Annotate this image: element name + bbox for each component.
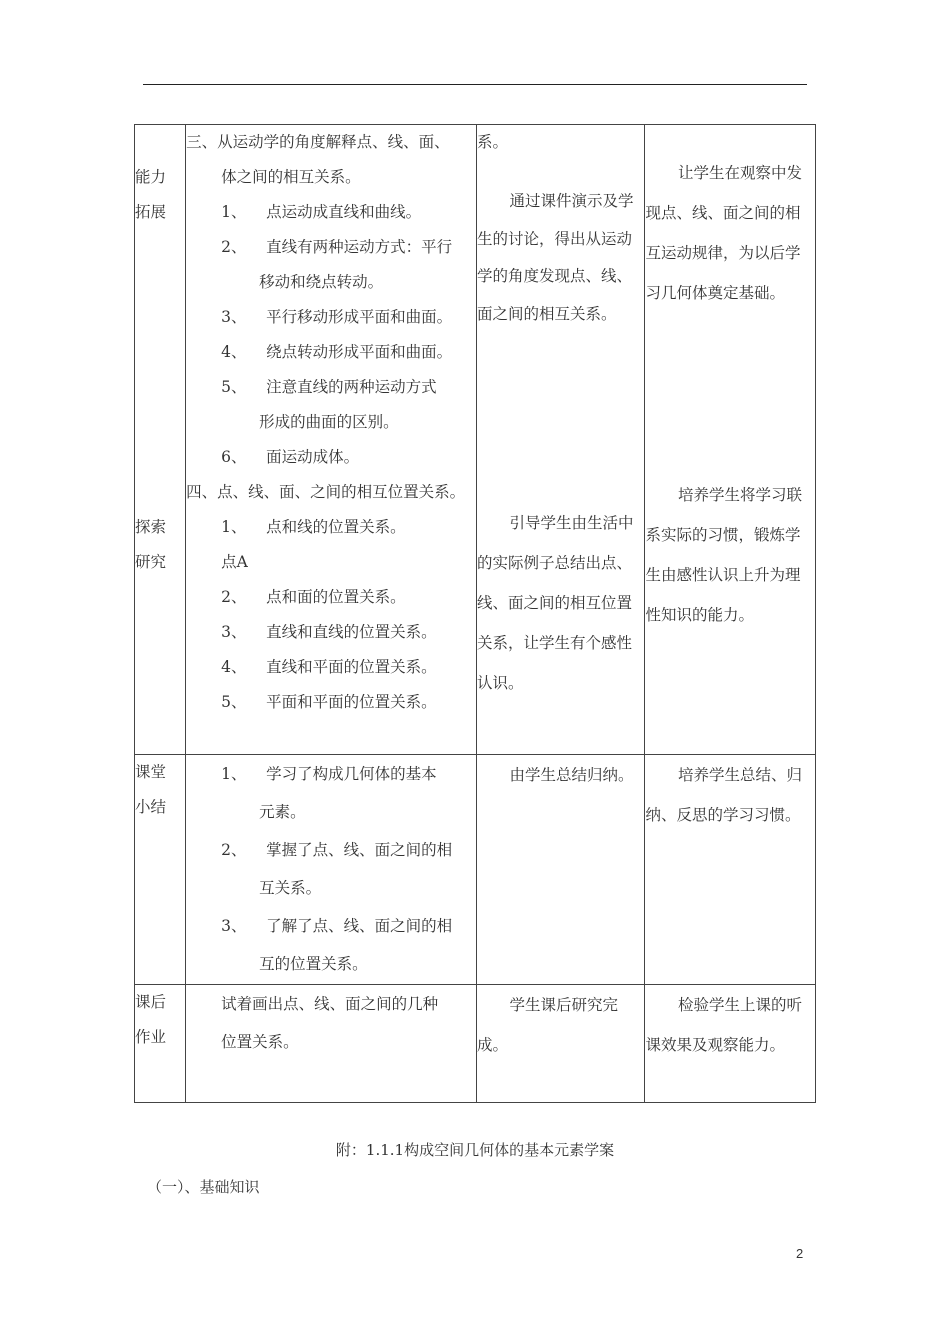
item-number: 5、 xyxy=(221,693,247,711)
header-rule xyxy=(143,84,807,85)
content-line: 1、 点和线的位置关系。 xyxy=(186,510,476,545)
student-activity-text: 由学生总结归纳。 xyxy=(509,766,634,784)
content-line: 4、 直线和平面的位置关系。 xyxy=(186,650,476,685)
content-line: 5、 注意直线的两种运动方式 xyxy=(186,370,476,405)
student-activity-text: 引导学生由生活中的实际例子总结出点、线、面之间的相互位置关系，让学生有个感性认识。 xyxy=(476,514,634,692)
design-intent-text: 培养学生总结、归纳、反思的学习习惯。 xyxy=(645,766,803,824)
content-line: 试着画出点、线、面之间的几种 xyxy=(221,995,439,1013)
item-number: 2、 xyxy=(221,841,247,859)
item-number: 2、 xyxy=(221,588,247,606)
design-intent-cell-summary xyxy=(645,755,816,985)
student-activity-cell-summary xyxy=(476,755,644,985)
content-line: 1、 点运动成直线和曲线。 xyxy=(186,195,476,230)
item-number: 3、 xyxy=(221,917,247,935)
stage-label: 课堂 xyxy=(135,763,167,781)
content-line: 3、 直线和直线的位置关系。 xyxy=(186,615,476,650)
item-number: 1、 xyxy=(221,765,247,783)
content-line: 2、 点和面的位置关系。 xyxy=(186,580,476,615)
student-activity-cell-homework xyxy=(476,985,644,1103)
content-cell-homework xyxy=(186,985,477,1103)
stage-cell-explore xyxy=(135,125,186,755)
design-intent-text: 培养学生将学习联系实际的习惯，锻炼学生由感性认识上升为理性知识的能力。 xyxy=(645,486,803,624)
content-line: 3、 了解了点、线、面之间的相 xyxy=(186,907,476,945)
stage-cell-homework xyxy=(135,985,186,1103)
item-number: 3、 xyxy=(221,308,247,326)
table-row-summary xyxy=(135,755,816,985)
content-cell-explore xyxy=(186,125,477,755)
content-line: 4、 绕点转动形成平面和曲面。 xyxy=(186,335,476,370)
student-activity-cell-explore xyxy=(476,125,644,755)
section-subheading: （一）、基础知识 xyxy=(147,1178,260,1196)
content-line: 6、 面运动成体。 xyxy=(186,440,476,475)
design-intent-cell-homework xyxy=(645,985,816,1103)
item-number: 2、 xyxy=(221,238,247,256)
item-number: 5、 xyxy=(221,378,247,396)
content-line: 四、点、线、面、之间的相互位置关系。 xyxy=(186,483,466,501)
item-number: 4、 xyxy=(221,343,247,361)
table-row-homework xyxy=(135,985,816,1103)
stage-label: 能力 xyxy=(135,168,167,186)
student-activity-text: 学生课后研究完成。 xyxy=(476,996,619,1054)
stage-label: 探索 xyxy=(135,518,167,536)
content-line: 3、 平行移动形成平面和曲面。 xyxy=(186,300,476,335)
stage-cell-summary xyxy=(135,755,186,985)
content-cell-summary xyxy=(186,755,477,985)
content-line: 1、 学习了构成几何体的基本 xyxy=(186,755,476,793)
item-number: 6、 xyxy=(221,448,247,466)
stage-label: 课后 xyxy=(135,993,167,1011)
design-intent-text: 检验学生上课的听课效果及观察能力。 xyxy=(645,996,803,1054)
lesson-plan-table xyxy=(134,124,816,1103)
content-line: 移动和绕点转动。 xyxy=(259,273,384,291)
stage-label: 小结 xyxy=(135,798,167,816)
page-number: 2 xyxy=(796,1246,804,1261)
content-line: 互关系。 xyxy=(259,879,322,897)
content-line: 元素。 xyxy=(259,803,306,821)
content-line: 形成的曲面的区别。 xyxy=(259,413,399,431)
stage-label: 拓展 xyxy=(135,203,167,221)
student-activity-text: 系。 xyxy=(476,133,508,151)
appendix-caption: 附：1.1.1构成空间几何体的基本元素学案 xyxy=(335,1141,615,1159)
design-intent-text: 让学生在观察中发现点、线、面之间的相互运动规律，为以后学习几何体奠定基础。 xyxy=(645,164,803,302)
content-line: 点A xyxy=(221,553,248,571)
item-number: 4、 xyxy=(221,658,247,676)
content-line: 5、 平面和平面的位置关系。 xyxy=(186,685,476,720)
content-line: 互的位置关系。 xyxy=(259,955,368,973)
content-line: 2、 掌握了点、线、面之间的相 xyxy=(186,831,476,869)
content-line: 2、 直线有两种运动方式：平行 xyxy=(186,230,476,265)
content-line: 体之间的相互关系。 xyxy=(221,168,361,186)
design-intent-cell-explore xyxy=(645,125,816,755)
item-number: 1、 xyxy=(221,518,247,536)
content-line: 三、从运动学的角度解释点、线、面、 xyxy=(186,133,450,151)
item-number: 3、 xyxy=(221,623,247,641)
item-number: 1、 xyxy=(221,203,247,221)
content-line: 位置关系。 xyxy=(221,1033,299,1051)
stage-label: 研究 xyxy=(135,553,167,571)
table-row-explore xyxy=(135,125,816,755)
student-activity-text: 通过课件演示及学生的讨论，得出从运动学的角度发现点、线、面之间的相互关系。 xyxy=(476,192,634,323)
stage-label: 作业 xyxy=(135,1028,167,1046)
